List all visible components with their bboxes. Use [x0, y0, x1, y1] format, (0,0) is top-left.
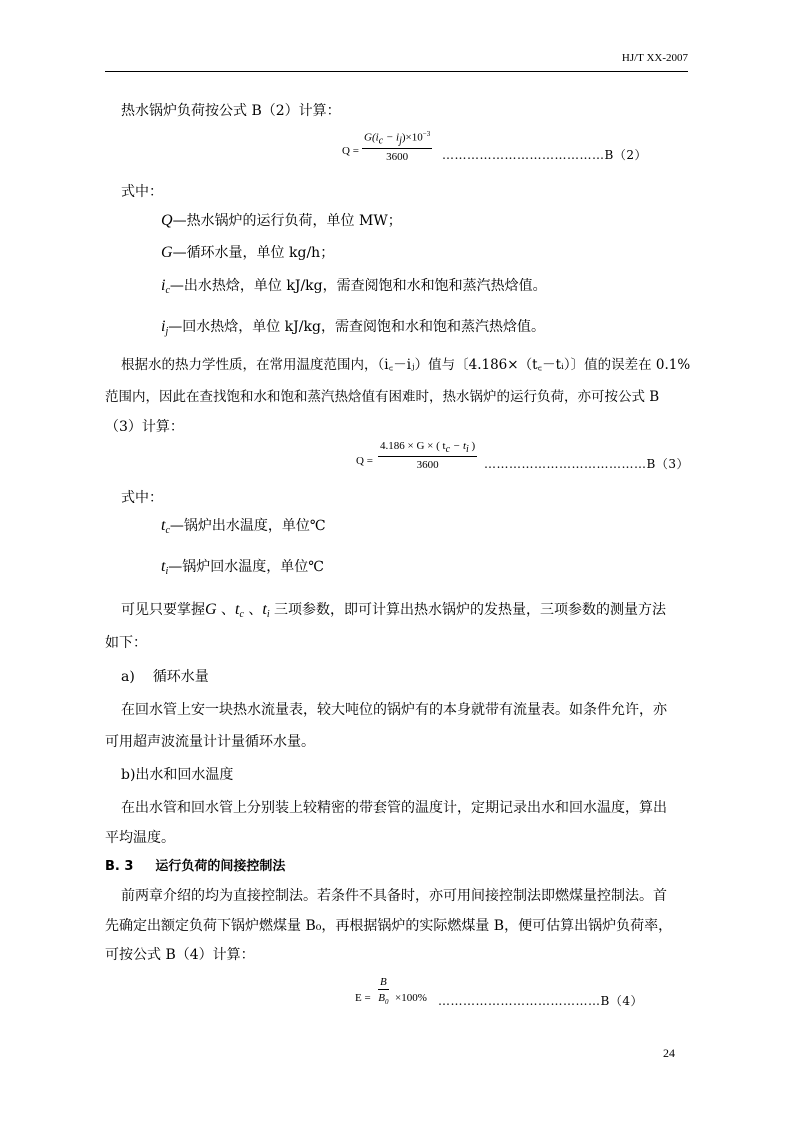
- para-b-line2: 平均温度。: [105, 830, 175, 846]
- var-ic: $i_c—$出水热焓，单位 kJ/kg，需查阅饱和水和饱和蒸汽热焓值。: [161, 277, 547, 296]
- eq4-rhs: ×100%: [395, 992, 427, 1004]
- para-a-line2: 可用超声波流量计计量循环水量。: [105, 734, 315, 750]
- var-tc: $t_c—$锅炉出水温度，单位℃: [161, 517, 326, 536]
- eq4-denominator: $B_0$: [378, 992, 389, 1007]
- para3-line3: 可按公式 B（4）计算：: [105, 947, 255, 963]
- eq2-numerator: $G(i_c - i_j)\times 10^{-3}$: [364, 130, 431, 147]
- eq2-tag: …………………………………B（2）: [442, 148, 647, 162]
- eq3-tag: …………………………………B（3）: [484, 457, 689, 471]
- section-heading: [105, 855, 285, 874]
- running-header: HJ/T XX-2007: [621, 52, 688, 64]
- para2-line2: 如下：: [105, 635, 147, 651]
- var-q: Q—热水锅炉的运行负荷，单位 MW；: [161, 212, 402, 229]
- page-number: 24: [663, 1046, 675, 1060]
- section-number: B. 3: [105, 859, 134, 874]
- para1-line3: （3）计算：: [105, 419, 184, 435]
- var-ti: $t_i—$锅炉回水温度，单位℃: [161, 558, 324, 577]
- var-ij: $i_j—$回水热焓，单位 kJ/kg，需查阅饱和水和饱和蒸汽热焓值。: [161, 318, 545, 337]
- where-label-1: 式中：: [121, 184, 163, 200]
- para1-line2: 范围内，因此在查找饱和水和饱和蒸汽热焓值有困难时，热水锅炉的运行负荷，亦可按公式 B: [105, 389, 660, 405]
- intro-text: 热水锅炉负荷按公式 B（2）计算：: [121, 103, 341, 119]
- eq3-denominator: 3600: [416, 459, 439, 471]
- item-b: b)出水和回水温度: [121, 767, 234, 783]
- eq2-denominator: 3600: [386, 150, 409, 163]
- eq2-lhs: Q =: [342, 145, 359, 157]
- eq4-numerator: B: [380, 976, 387, 988]
- eq3-numerator: 4.186 × G × ( $t_c - t_i$ ): [380, 440, 476, 455]
- eq4-lhs: E =: [355, 992, 371, 1004]
- para3-line2: 先确定出额定负荷下锅炉燃煤量 B₀，再根据锅炉的实际燃煤量 B，便可估算出锅炉负荷率，: [105, 918, 673, 934]
- eq3-lhs: Q =: [356, 455, 373, 467]
- eq2-fraction: [362, 130, 432, 163]
- eq4-tag: …………………………………B（4）: [438, 994, 643, 1008]
- section-title: 运行负荷的间接控制法: [155, 859, 286, 874]
- eq4-fraction: [378, 976, 389, 1006]
- eq3-fraction: [378, 440, 477, 471]
- para3-line1: 前两章介绍的均为直接控制法。若条件不具备时，亦可用间接控制法即燃煤量控制法。首: [121, 888, 667, 904]
- para1-line1: 根据水的热力学性质，在常用温度范围内，（i꜀－iⱼ）值与〔4.186×（t꜀－tᵢ）〕值的误差在 0.1%: [121, 357, 691, 373]
- para-b-line1: 在出水管和回水管上分别装上较精密的带套管的温度计，定期记录出水和回水温度，算出: [121, 800, 667, 816]
- header-rule: [105, 71, 688, 72]
- para-a-line1: 在回水管上安一块热水流量表，较大吨位的锅炉有的本身就带有流量表。如条件允许，亦: [121, 702, 667, 718]
- item-a-label: 循环水量: [152, 669, 209, 685]
- var-g: G—循环水量，单位 kg/h；: [161, 244, 335, 261]
- item-a: [121, 666, 209, 686]
- where-label-2: 式中：: [121, 490, 163, 506]
- para2-line1: 可见只要掌握G 、$t_c$ 、$t_i$ 三项参数，即可计算出热水锅炉的发热量，三项参数的测量方法: [121, 601, 667, 620]
- item-a-marker: a): [121, 669, 135, 685]
